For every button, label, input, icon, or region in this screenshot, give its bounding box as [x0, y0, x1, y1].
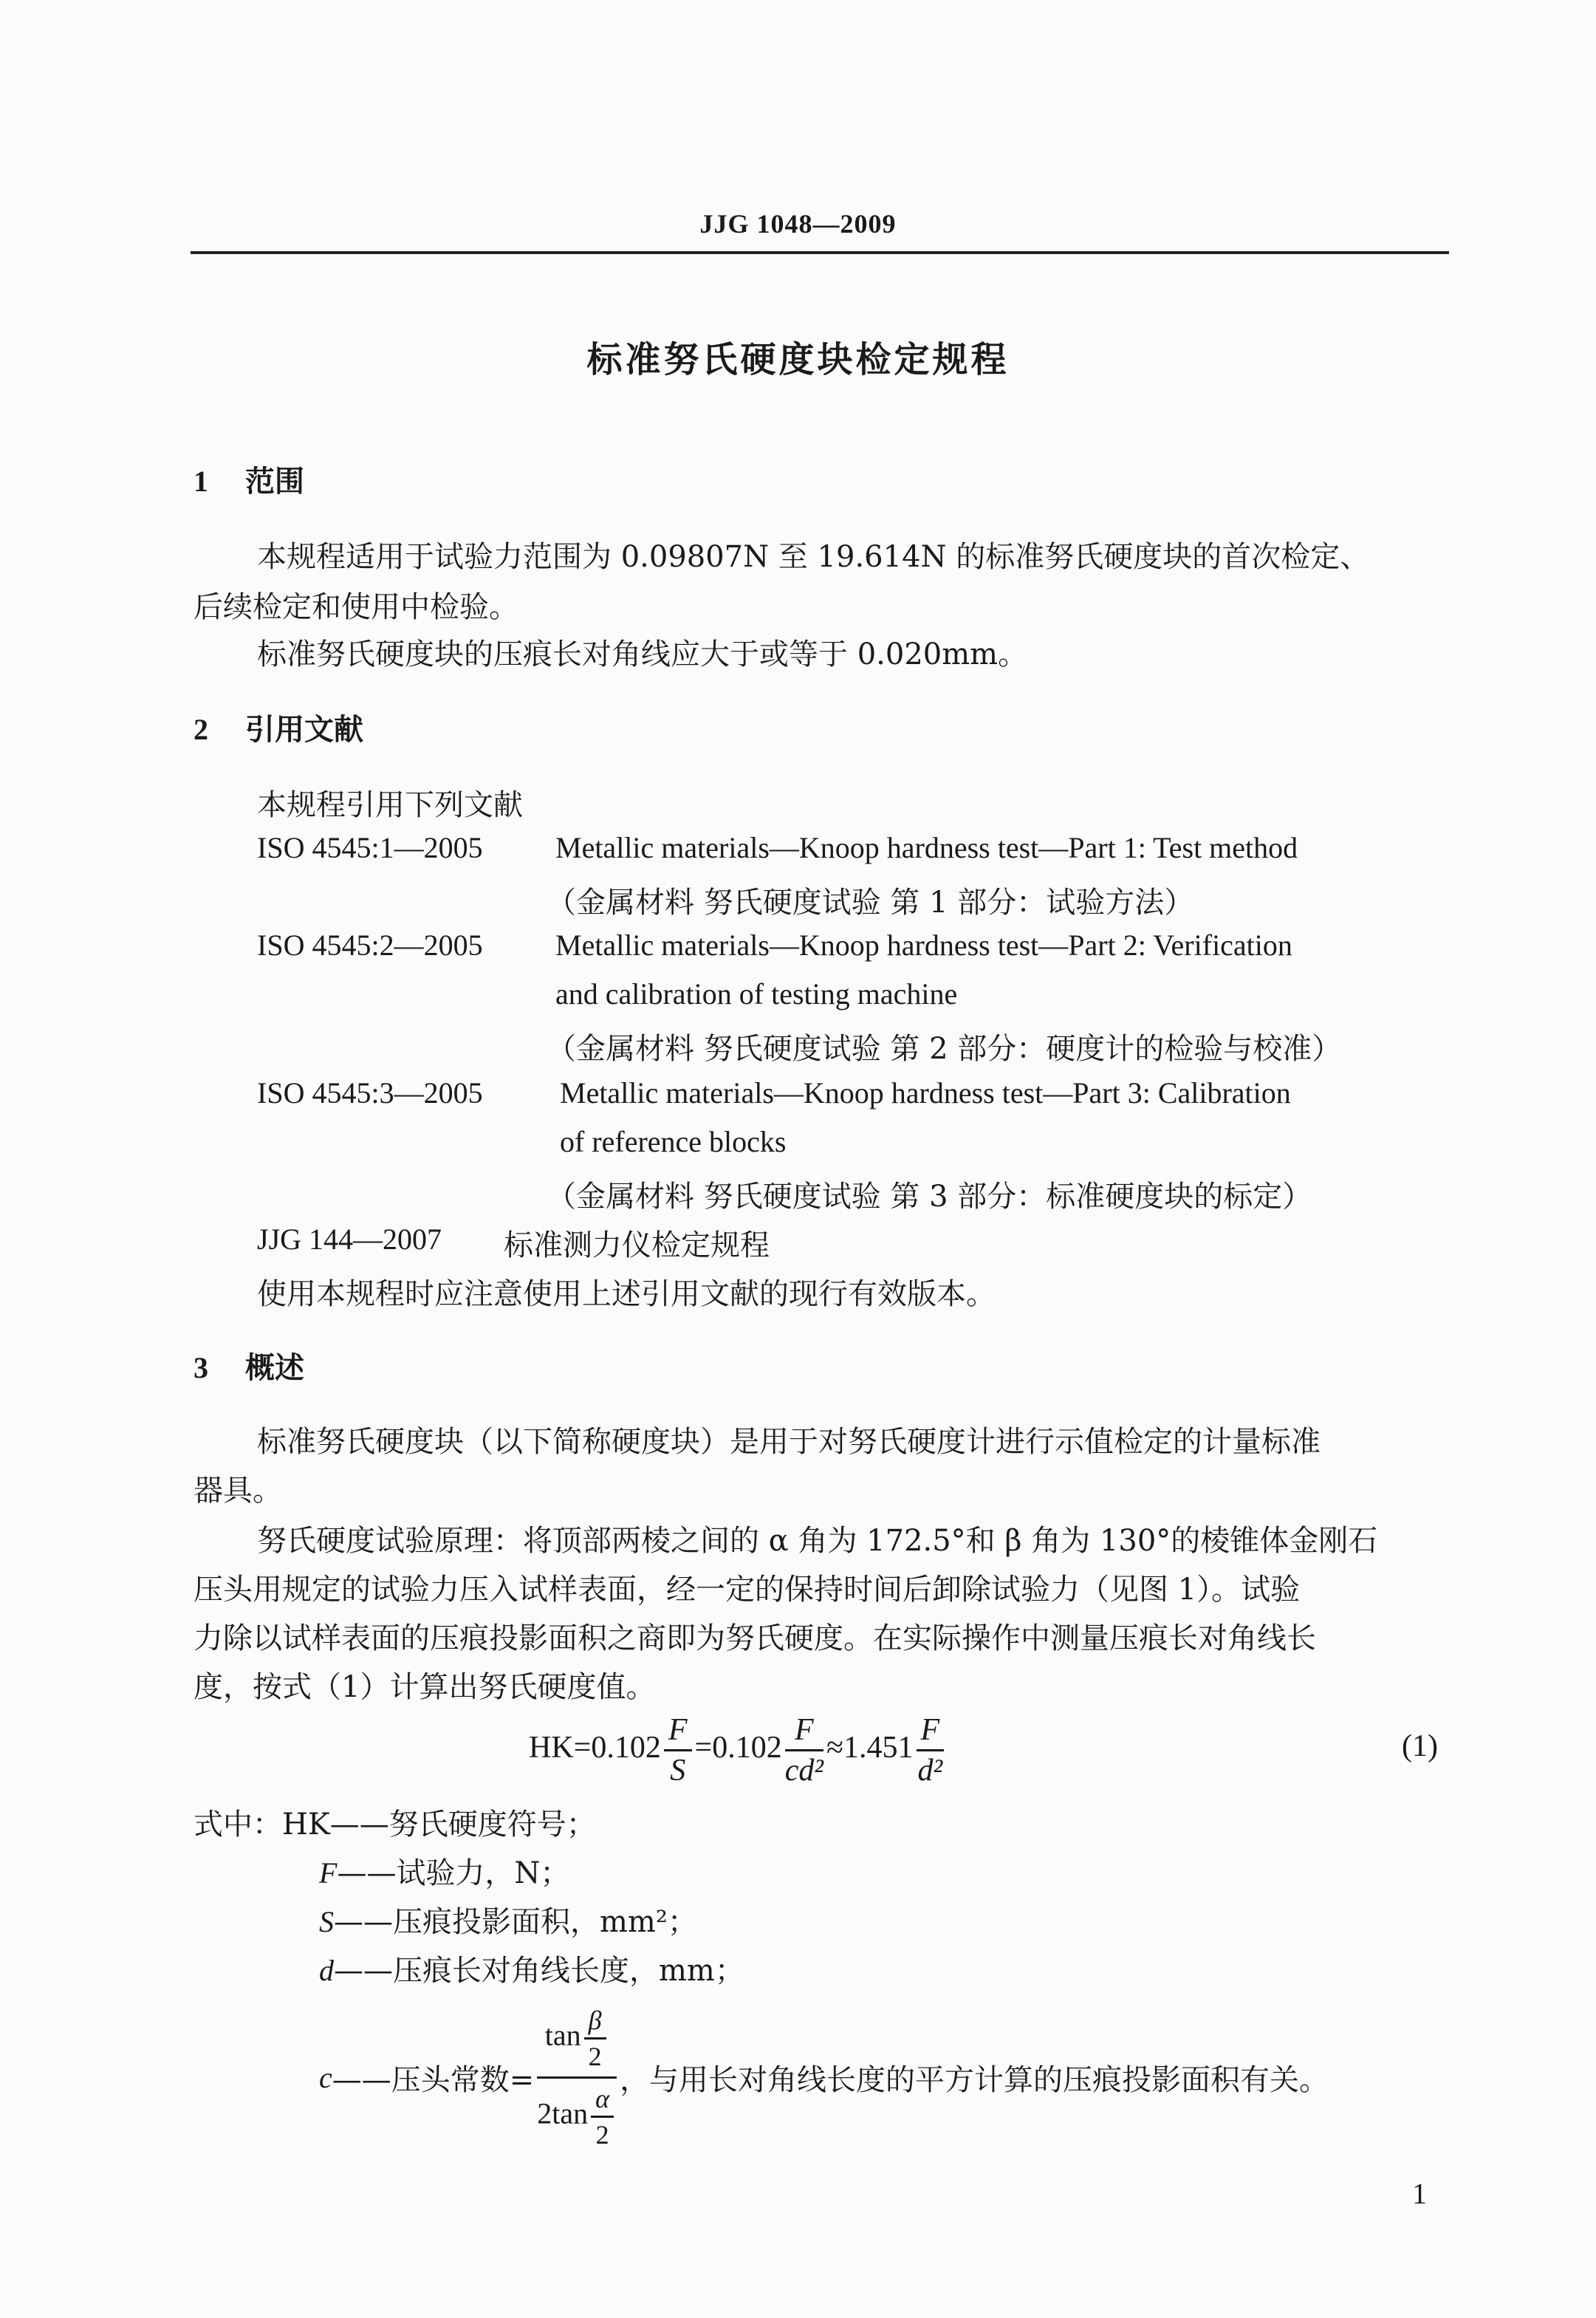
section-2-title: 引用文献 [245, 713, 363, 747]
fraction-numerator: β [584, 2005, 606, 2040]
constant-denominator [537, 2079, 617, 2150]
section-1-heading [193, 458, 304, 500]
references-note: 使用本规程时应注意使用上述引用文献的现行有效版本。 [257, 1277, 996, 1311]
formula-fraction-f-over-d2 [917, 1712, 945, 1788]
where-item-d [319, 1947, 744, 1989]
section-3-paragraph-2-line-3: 力除以试样表面的压痕投影面积之商即为努氏硬度。在实际操作中测量压痕长对角线长 [193, 1621, 1316, 1655]
tan-label: tan [544, 2018, 581, 2052]
where-item-c [319, 2005, 1329, 2150]
description: ——压痕长对角线长度，mm； [334, 1954, 744, 1988]
section-2-number: 2 [193, 713, 208, 746]
where-lead: 式中：HK——努氏硬度符号； [193, 1808, 596, 1842]
section-3-paragraph-2-line-1: 努氏硬度试验原理：将顶部两棱之间的 α 角为 172.5°和 β 角为 130°的棱锥体金刚石 [257, 1524, 1378, 1558]
description: ——压痕投影面积，mm²； [334, 1905, 697, 1939]
ref-3-code: ISO 4545:3—2005 [257, 1076, 483, 1110]
section-1-number: 1 [193, 465, 208, 498]
constant-note: ，与用长对角线长度的平方计算的压痕投影面积有关。 [620, 2063, 1329, 2097]
ref-jjg-title: 标准测力仪检定规程 [504, 1228, 770, 1262]
alpha-half-fraction [591, 2083, 614, 2150]
ref-2-code: ISO 4545:2—2005 [257, 929, 483, 962]
fraction-numerator: F [664, 1712, 692, 1751]
ref-2-title-line-1: Metallic materials—Knoop hardness test—Part 2: Verification [555, 929, 1292, 962]
section-1-paragraph-1-line-2: 后续检定和使用中检验。 [193, 590, 518, 624]
description: ——试验力，N； [337, 1856, 570, 1890]
ref-1-code: ISO 4545:1—2005 [257, 831, 483, 864]
symbol: c [319, 2061, 332, 2094]
section-3-paragraph-1-line-2: 器具。 [193, 1474, 282, 1508]
fraction-numerator: F [917, 1712, 945, 1751]
ref-3-title-line-2: of reference blocks [560, 1125, 787, 1158]
document-code-header: JJG 1048—2009 [699, 209, 897, 239]
document-title: 标准努氏硬度块检定规程 [586, 339, 1010, 380]
ref-3-title-line-3: （金属材料 努氏硬度试验 第 3 部分：标准硬度块的标定） [547, 1180, 1312, 1214]
ref-2-title-line-2: and calibration of testing machine [555, 977, 958, 1011]
section-3-title: 概述 [245, 1351, 304, 1385]
formula-fraction-f-over-s [664, 1712, 692, 1788]
ref-2-title-line-3: （金属材料 努氏硬度试验 第 2 部分：硬度计的检验与校准） [547, 1032, 1342, 1066]
section-3-paragraph-2-line-4: 度，按式（1）计算出努氏硬度值。 [193, 1670, 656, 1704]
symbol: F [319, 1856, 338, 1890]
fraction-denominator: 2 [595, 2120, 609, 2150]
formula-equals-2: =0.102 [694, 1731, 782, 1765]
references-intro: 本规程引用下列文献 [257, 788, 523, 822]
description: ——压头常数= [332, 2063, 535, 2097]
section-3-paragraph-1-line-1: 标准努氏硬度块（以下简称硬度块）是用于对努氏硬度计进行示值检定的计量标准 [257, 1425, 1321, 1459]
section-1-paragraph-1-line-1: 本规程适用于试验力范围为 0.09807N 至 19.614N 的标准努氏硬度块的首次检定、 [257, 540, 1370, 574]
constant-numerator [537, 2005, 617, 2079]
header-rule [191, 251, 1449, 254]
indenter-constant-fraction [537, 2005, 617, 2150]
formula-fraction-f-over-cd2 [785, 1712, 823, 1788]
section-2-heading [193, 706, 363, 748]
section-3-paragraph-2-line-2: 压头用规定的试验力压入试样表面，经一定的保持时间后卸除试验力（见图 1）。试验 [193, 1573, 1301, 1607]
beta-half-fraction [584, 2005, 606, 2072]
section-1-paragraph-2: 标准努氏硬度块的压痕长对角线应大于或等于 0.020mm。 [257, 637, 1028, 671]
symbol: d [319, 1954, 334, 1987]
formula-approx: ≈1.451 [826, 1731, 914, 1765]
fraction-numerator: F [785, 1712, 823, 1751]
symbol: S [319, 1905, 334, 1938]
where-item-s [319, 1898, 697, 1941]
two-tan-label: 2tan [537, 2096, 589, 2130]
ref-3-title-line-1: Metallic materials—Knoop hardness test—Part 3: Calibration [560, 1076, 1291, 1110]
formula-lhs: HK=0.102 [529, 1731, 661, 1765]
formula-number: (1) [1402, 1729, 1438, 1763]
section-3-number: 3 [193, 1351, 208, 1384]
ref-1-title-line-2: （金属材料 努氏硬度试验 第 1 部分：试验方法） [547, 886, 1194, 920]
section-3-heading [193, 1344, 304, 1387]
fraction-denominator: 2 [588, 2042, 602, 2071]
fraction-denominator: cd² [784, 1754, 823, 1788]
ref-jjg-code: JJG 144—2007 [257, 1223, 442, 1256]
where-item-f [319, 1850, 569, 1892]
page-number: 1 [1412, 2177, 1427, 2210]
knoop-hardness-formula [529, 1712, 947, 1788]
fraction-denominator: d² [917, 1754, 943, 1788]
fraction-denominator: S [670, 1754, 686, 1788]
section-1-title: 范围 [245, 465, 304, 499]
ref-1-title-line-1: Metallic materials—Knoop hardness test—Part 1: Test method [555, 831, 1298, 864]
fraction-numerator: α [591, 2083, 614, 2118]
